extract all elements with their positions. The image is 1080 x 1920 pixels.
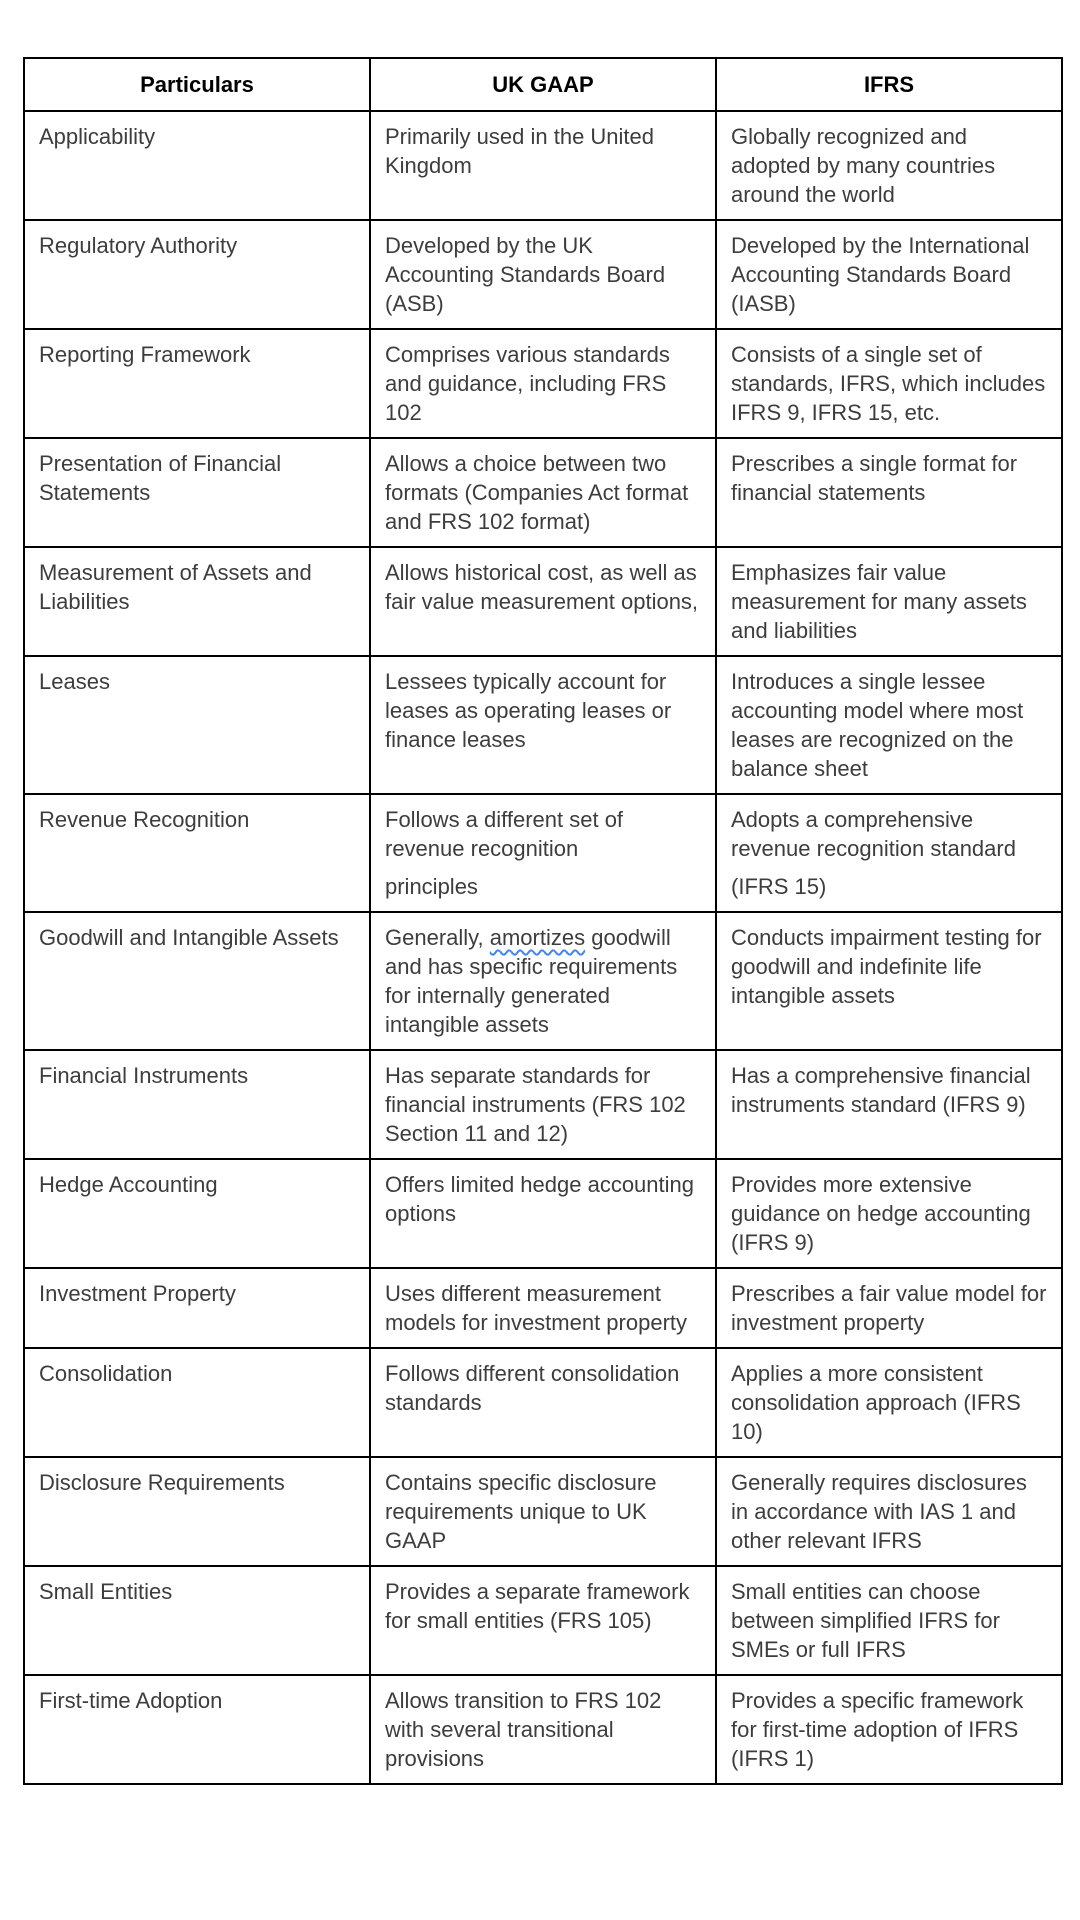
row-label-cell <box>24 656 370 794</box>
ifrs-cell <box>716 1159 1062 1268</box>
cell-text: Adopts a comprehensive revenue recognition standard <box>731 807 1016 861</box>
ifrs-cell <box>716 656 1062 794</box>
uk-gaap-cell <box>370 1268 716 1348</box>
cell-text: Disclosure Requirements <box>39 1470 285 1495</box>
ifrs-cell <box>716 220 1062 329</box>
cell-text: Follows different consolidation standards <box>385 1361 680 1415</box>
ifrs-cell <box>716 1348 1062 1457</box>
uk-gaap-cell <box>370 111 716 220</box>
cell-text: Applies a more consistent consolidation approach (IFRS 10) <box>731 1361 1021 1444</box>
cell-text: Globally recognized and adopted by many countries around the world <box>731 124 996 207</box>
ifrs-cell <box>716 1675 1062 1784</box>
cell-text: Consolidation <box>39 1361 173 1386</box>
comparison-table <box>23 57 1063 1785</box>
cell-text: Allows a choice between two formats (Companies Act format and FRS 102 format) <box>385 451 689 534</box>
cell-text: Regulatory Authority <box>39 233 238 258</box>
cell-text: Provides more extensive guidance on hedge accounting (IFRS 9) <box>731 1172 1031 1255</box>
cell-text: Measurement of Assets and Liabilities <box>39 560 312 614</box>
header-ifrs: IFRS <box>716 58 1062 111</box>
table-row <box>24 1050 1062 1159</box>
row-label-cell <box>24 111 370 220</box>
table-row <box>24 656 1062 794</box>
cell-text: Uses different measurement models for investment property <box>385 1281 688 1335</box>
uk-gaap-cell <box>370 1050 716 1159</box>
row-label-cell <box>24 438 370 547</box>
cell-text: Generally requires disclosures in accordance with IAS 1 and other relevant IFRS <box>731 1470 1027 1553</box>
cell-text: Leases <box>39 669 110 694</box>
table-row <box>24 1268 1062 1348</box>
table-row <box>24 912 1062 1050</box>
table-row <box>24 1566 1062 1675</box>
cell-text: Consists of a single set of standards, IFRS, which includes IFRS 9, IFRS 15, etc. <box>731 342 1046 425</box>
uk-gaap-cell <box>370 220 716 329</box>
cell-text: Provides a separate framework for small entities (FRS 105) <box>385 1579 690 1633</box>
cell-text: principles <box>385 874 478 899</box>
spellcheck-underlined-word: amortizes <box>489 925 586 950</box>
cell-text: Small entities can choose between simplified IFRS for SMEs or full IFRS <box>731 1579 1000 1662</box>
uk-gaap-cell <box>370 1457 716 1566</box>
uk-gaap-cell <box>370 1675 716 1784</box>
row-label-cell <box>24 1675 370 1784</box>
uk-gaap-cell <box>370 794 716 912</box>
cell-text: Small Entities <box>39 1579 173 1604</box>
row-label-cell <box>24 220 370 329</box>
table-row <box>24 794 1062 912</box>
uk-gaap-cell <box>370 329 716 438</box>
row-label-cell <box>24 547 370 656</box>
table-row <box>24 1457 1062 1566</box>
cell-text: Emphasizes fair value measurement for many assets and liabilities <box>731 560 1027 643</box>
cell-text: Introduces a single lessee accounting model where most leases are recognized on the balance sheet <box>731 669 1024 781</box>
row-label-cell <box>24 912 370 1050</box>
cell-text: (IFRS 15) <box>731 874 827 899</box>
row-label-cell <box>24 329 370 438</box>
uk-gaap-cell <box>370 912 716 1050</box>
cell-text: Provides a specific framework for first-time adoption of IFRS (IFRS 1) <box>731 1688 1024 1771</box>
cell-text: Conducts impairment testing for goodwill and indefinite life intangible assets <box>731 925 1042 1008</box>
row-label-cell <box>24 1050 370 1159</box>
ifrs-cell <box>716 547 1062 656</box>
cell-text: Contains specific disclosure requirements unique to UK GAAP <box>385 1470 657 1553</box>
cell-text: Lessees typically account for leases as operating leases or finance leases <box>385 669 672 752</box>
uk-gaap-cell <box>370 1159 716 1268</box>
cell-text: Allows historical cost, as well as fair value measurement options, <box>385 560 699 614</box>
cell-text: Developed by the UK Accounting Standards Board (ASB) <box>385 233 666 316</box>
table-row <box>24 329 1062 438</box>
ifrs-cell <box>716 329 1062 438</box>
cell-text: Hedge Accounting <box>39 1172 218 1197</box>
row-label-cell <box>24 1566 370 1675</box>
table-row <box>24 1675 1062 1784</box>
cell-text: First-time Adoption <box>39 1688 223 1713</box>
cell-text: Investment Property <box>39 1281 236 1306</box>
table-row <box>24 438 1062 547</box>
cell-text: Generally, amortizes goodwill and has specific requirements for internally generated intangible assets <box>385 925 678 1037</box>
table-row <box>24 547 1062 656</box>
table-row <box>24 1159 1062 1268</box>
cell-text: Has separate standards for financial instruments (FRS 102 Section 11 and 12) <box>385 1063 686 1146</box>
uk-gaap-cell <box>370 547 716 656</box>
cell-text: Presentation of Financial Statements <box>39 451 282 505</box>
row-label-cell <box>24 1268 370 1348</box>
uk-gaap-cell <box>370 1348 716 1457</box>
header-uk-gaap: UK GAAP <box>370 58 716 111</box>
cell-text: Applicability <box>39 124 156 149</box>
table-row <box>24 1348 1062 1457</box>
ifrs-cell <box>716 1050 1062 1159</box>
table-row <box>24 111 1062 220</box>
cell-text: Comprises various standards and guidance, including FRS 102 <box>385 342 670 425</box>
ifrs-cell <box>716 1566 1062 1675</box>
header-particulars: Particulars <box>24 58 370 111</box>
ifrs-cell <box>716 794 1062 912</box>
cell-text: Developed by the International Accounting Standards Board (IASB) <box>731 233 1030 316</box>
row-label-cell <box>24 1348 370 1457</box>
row-label-cell <box>24 1457 370 1566</box>
cell-text: Primarily used in the United Kingdom <box>385 124 655 178</box>
cell-text: Prescribes a single format for financial statements <box>731 451 1018 505</box>
ifrs-cell <box>716 438 1062 547</box>
row-label-cell <box>24 1159 370 1268</box>
cell-text: Has a comprehensive financial instruments standard (IFRS 9) <box>731 1063 1031 1117</box>
cell-text: Goodwill and Intangible Assets <box>39 925 339 950</box>
cell-text: Follows a different set of revenue recognition <box>385 807 624 861</box>
cell-text: Prescribes a fair value model for investment property <box>731 1281 1047 1335</box>
cell-text: Allows transition to FRS 102 with several transitional provisions <box>385 1688 662 1771</box>
uk-gaap-cell <box>370 656 716 794</box>
ifrs-cell <box>716 111 1062 220</box>
uk-gaap-cell <box>370 438 716 547</box>
cell-text: Reporting Framework <box>39 342 251 367</box>
ifrs-cell <box>716 1457 1062 1566</box>
table-body <box>24 111 1062 1784</box>
cell-text: Financial Instruments <box>39 1063 249 1088</box>
uk-gaap-cell <box>370 1566 716 1675</box>
cell-text: Offers limited hedge accounting options <box>385 1172 694 1226</box>
row-label-cell <box>24 794 370 912</box>
table-row <box>24 220 1062 329</box>
ifrs-cell <box>716 1268 1062 1348</box>
header-row <box>24 58 1062 111</box>
ifrs-cell <box>716 912 1062 1050</box>
cell-text: Revenue Recognition <box>39 807 250 832</box>
